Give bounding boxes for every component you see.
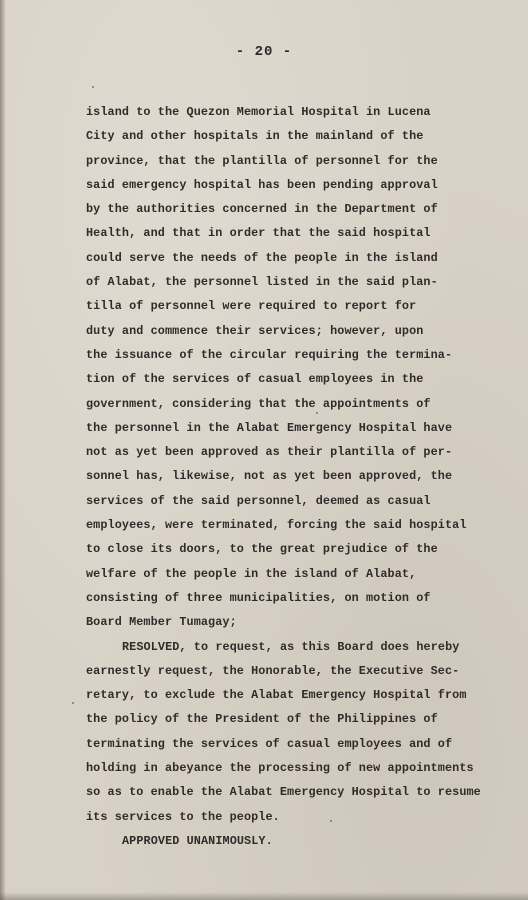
page-bottom-edge — [0, 892, 528, 900]
text-line: APPROVED UNANIMOUSLY. — [122, 833, 273, 848]
text-line: earnestly request, the Honorable, the Executive Sec- — [86, 663, 460, 678]
text-line: government, considering that the appointments of — [86, 396, 431, 411]
text-line: City and other hospitals in the mainland of the — [86, 129, 424, 144]
text-line: holding in abeyance the processing of new appointments — [86, 761, 474, 776]
paper-speck — [72, 702, 74, 704]
page-edge-shadow — [0, 0, 6, 900]
text-line: island to the Quezon Memorial Hospital in Lucena — [86, 105, 431, 119]
text-line: retary, to exclude the Alabat Emergency Hospital from — [86, 688, 467, 703]
text-line: terminating the services of casual employees and of — [86, 736, 453, 751]
text-line: Board Member Tumagay; — [86, 615, 237, 630]
text-line: the policy of the President of the Philippines of — [86, 712, 438, 727]
text-line: province, that the plantilla of personnel for the — [86, 153, 438, 168]
text-line: the personnel in the Alabat Emergency Hospital have — [86, 420, 453, 435]
text-line: sonnel has, likewise, not as yet been approved, the — [86, 469, 453, 484]
paper-speck — [92, 86, 94, 88]
text-line: its services to the people. — [86, 809, 280, 824]
text-line: tion of the services of casual employees in the — [86, 372, 424, 387]
text-line: by the authorities concerned in the Department of — [86, 202, 438, 217]
text-line: so as to enable the Alabat Emergency Hospital to resume — [86, 785, 481, 800]
text-line: welfare of the people in the island of Alabat, — [86, 566, 417, 581]
text-line: the issuance of the circular requiring the termina- — [86, 347, 453, 362]
text-line: could serve the needs of the people in the island — [86, 250, 438, 265]
text-line: Health, and that in order that the said hospital — [86, 226, 431, 241]
text-line: of Alabat, the personnel listed in the said plan- — [86, 275, 438, 290]
text-line: said emergency hospital has been pending approval — [86, 177, 438, 192]
paper-speck — [330, 820, 332, 822]
text-line: employees, were terminated, forcing the said hospital — [86, 518, 467, 533]
text-line: services of the said personnel, deemed as casual — [86, 493, 431, 508]
text-line: to close its doors, to the great prejudice of the — [86, 542, 438, 557]
text-line: not as yet been approved as their plantilla of per- — [86, 445, 453, 460]
resolution-body-text — [86, 100, 506, 853]
paper-speck — [316, 412, 318, 414]
page-number: - 20 - — [235, 44, 293, 60]
text-line: consisting of three municipalities, on motion of — [86, 590, 431, 605]
text-line: RESOLVED, to request, as this Board does hereby — [122, 639, 460, 654]
text-line: duty and commence their services; however, upon — [86, 323, 424, 338]
text-line: tilla of personnel were required to report for — [86, 299, 417, 314]
